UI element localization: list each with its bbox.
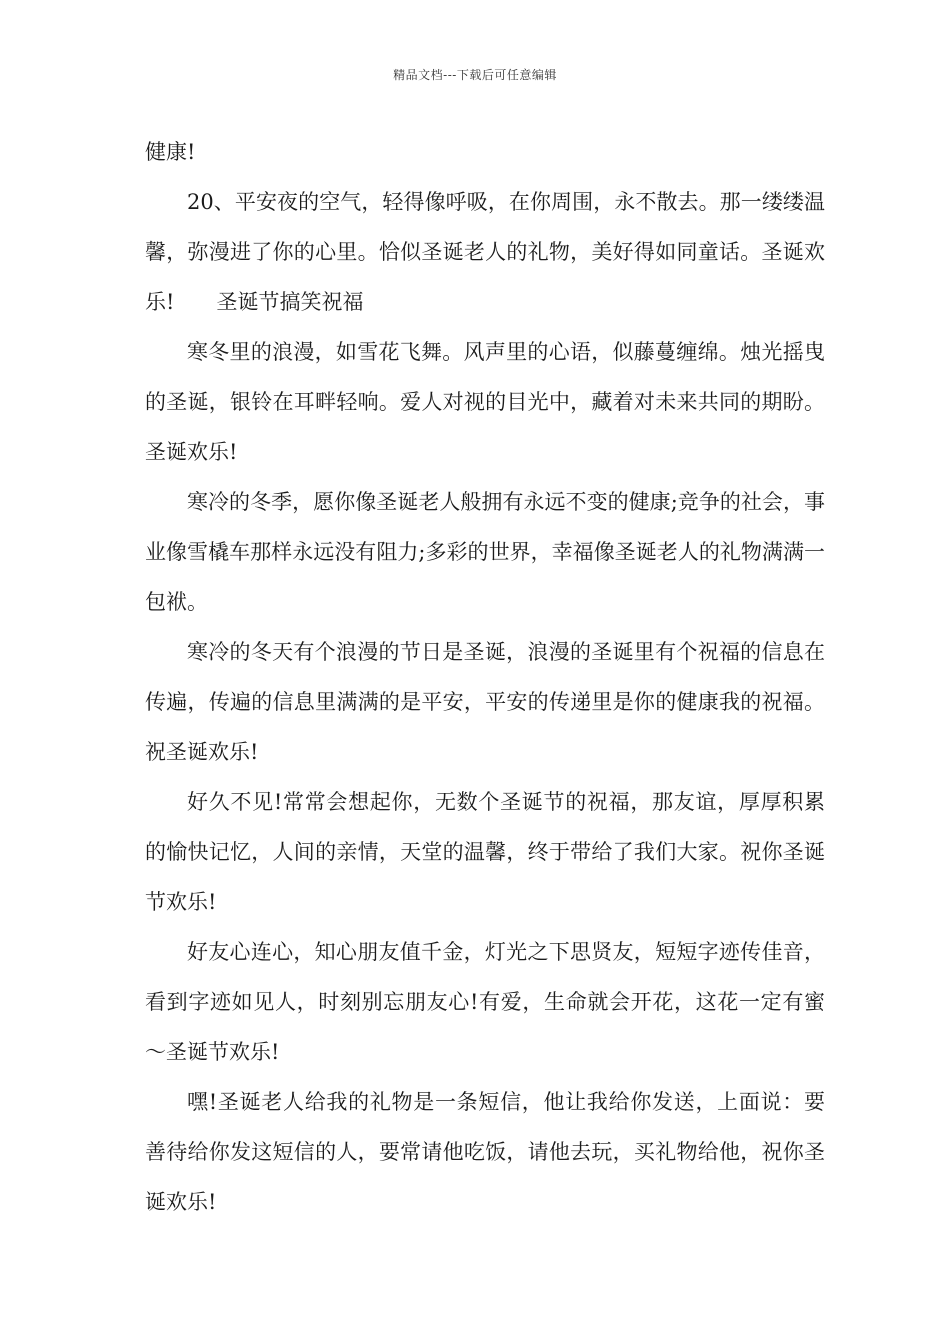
paragraph-3: 寒冷的冬季，愿你像圣诞老人般拥有永远不变的健康;竞争的社会，事业像雪橇车那样永远没有阻力;多彩的世界，幸福像圣诞老人的礼物满满一包袱。 xyxy=(145,490,825,614)
paragraph-7: 嘿!圣诞老人给我的礼物是一条短信，他让我给你发送，上面说：要善待给你发这短信的人，要常请他吃饭，请他去玩，买礼物给他，祝你圣诞欢乐! xyxy=(145,1090,825,1214)
paragraph-6: 好友心连心，知心朋友值千金，灯光之下思贤友，短短字迹传佳音，看到字迹如见人，时刻别忘朋友心!有爱，生命就会开花，这花一定有蜜～圣诞节欢乐! xyxy=(145,940,825,1064)
paragraph-4: 寒冷的冬天有个浪漫的节日是圣诞，浪漫的圣诞里有个祝福的信息在传遍，传遍的信息里满满的是平安，平安的传递里是你的健康我的祝福。祝圣诞欢乐! xyxy=(145,640,825,764)
paragraph-2: 寒冬里的浪漫，如雪花飞舞。风声里的心语，似藤蔓缠绵。烛光摇曳的圣诞，银铃在耳畔轻响。爱人对视的目光中，藏着对未来共同的期盼。圣诞欢乐! xyxy=(145,340,825,464)
page-header: 精品文档---下载后可任意编辑 xyxy=(393,68,557,82)
paragraph-1 xyxy=(145,177,825,327)
document-body xyxy=(145,127,825,1227)
paragraph-0: 健康! xyxy=(145,140,196,164)
section-heading: 圣诞节搞笑祝福 xyxy=(216,290,364,314)
paragraph-5: 好久不见!常常会想起你，无数个圣诞节的祝福，那友谊，厚厚积累的愉快记忆，人间的亲情，天堂的温馨，终于带给了我们大家。祝你圣诞节欢乐! xyxy=(145,790,825,914)
paragraph-1-text: 20、平安夜的空气，轻得像呼吸，在你周围，永不散去。那一缕缕温馨，弥漫进了你的心里。恰似圣诞老人的礼物，美好得如同童话。圣诞欢乐! xyxy=(145,190,825,314)
